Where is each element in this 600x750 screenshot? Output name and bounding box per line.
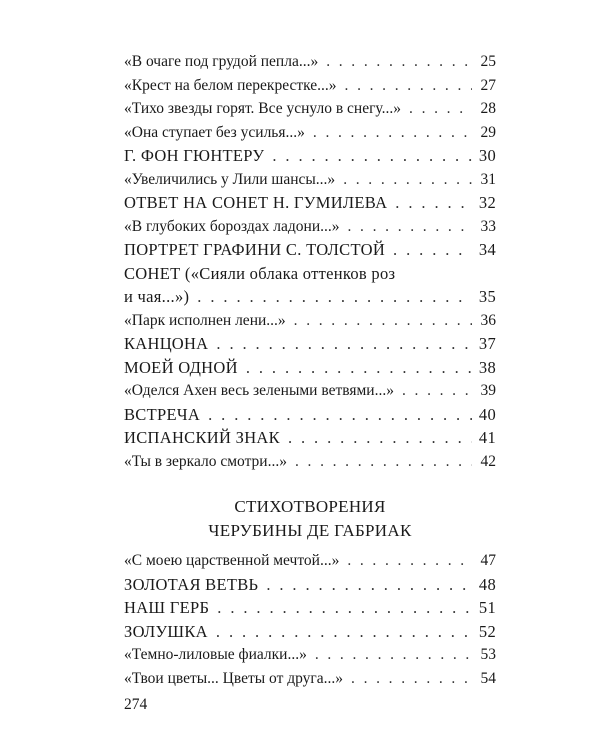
toc-entry <box>124 667 496 691</box>
toc-entry-title: ВСТРЕЧА <box>124 404 201 424</box>
page-number: 274 <box>124 696 148 713</box>
toc-entry-page: 31 <box>480 170 496 188</box>
dot-leader <box>216 620 472 644</box>
toc-entry-page: 33 <box>480 217 496 235</box>
toc-entry-page: 41 <box>478 428 496 447</box>
toc-entry-page: 28 <box>480 100 496 117</box>
toc-entry-page: 36 <box>480 311 496 329</box>
dot-leader <box>345 74 472 98</box>
toc-group-2 <box>124 309 496 474</box>
dot-leader <box>402 379 472 403</box>
toc-entry <box>124 238 496 262</box>
dot-leader <box>326 50 472 74</box>
toc-entry-title: ИСПАНСКИЙ ЗНАК <box>124 428 280 447</box>
dot-leader <box>246 356 472 380</box>
toc-entry-page: 40 <box>478 404 496 424</box>
dot-leader <box>208 403 472 427</box>
dot-leader <box>348 215 473 239</box>
dot-leader <box>409 97 472 121</box>
dot-leader <box>347 549 472 573</box>
toc-entry <box>124 168 496 192</box>
toc-entry-page: 39 <box>480 382 496 399</box>
toc-entry <box>124 643 496 667</box>
toc-entry-page: 25 <box>480 53 496 70</box>
toc-entry-title: «Тихо звезды горят. Все уснуло в снегу...» <box>124 100 402 117</box>
dot-leader <box>288 426 472 450</box>
toc-entry-title: ПОРТРЕТ ГРАФИНИ С. ТОЛСТОЙ <box>124 240 386 259</box>
toc-entry-title: «Оделся Ахен весь зелеными ветвями...» <box>124 382 394 399</box>
dot-leader <box>266 573 472 597</box>
toc-entry-title: НАШ ГЕРБ <box>124 598 210 617</box>
toc-entry-title: «Твои цветы... Цветы от друга...» <box>124 669 344 687</box>
toc-entry-title: «В очаге под грудой пепла...» <box>124 53 319 70</box>
toc-entry <box>124 620 496 644</box>
toc-entry-title: «В глубоких бороздах ладони...» <box>124 217 340 235</box>
toc-entry-title: Г. ФОН ГЮНТЕРУ <box>124 146 265 165</box>
toc-entry <box>124 573 496 597</box>
toc-entry <box>124 50 496 74</box>
toc-entry-page: 34 <box>478 240 496 259</box>
toc-entry <box>124 74 496 98</box>
dot-leader <box>393 238 472 262</box>
toc-entry-page: 37 <box>478 334 496 353</box>
toc-entry-page: 42 <box>480 452 496 470</box>
dot-leader <box>313 121 472 145</box>
toc-entry <box>124 309 496 333</box>
toc-entry-page: 27 <box>480 76 496 94</box>
toc-entry-page: 52 <box>478 621 496 641</box>
toc-entry <box>124 356 496 380</box>
toc-entry-title: «Она ступает без усилья...» <box>124 123 305 141</box>
toc-entry <box>124 549 496 573</box>
dot-leader <box>395 191 472 215</box>
toc-entry-page: 30 <box>478 146 496 165</box>
dot-leader <box>272 144 472 168</box>
toc-entry <box>124 121 496 145</box>
dot-leader <box>295 450 472 474</box>
toc-group-1 <box>124 50 496 262</box>
dot-leader <box>294 309 472 333</box>
toc-entry-title: «Парк исполнен лени...» <box>124 311 286 329</box>
toc-entry-title: «Ты в зеркало смотри...» <box>124 452 287 470</box>
section-heading-line1: СТИХОТВОРЕНИЯ <box>234 497 386 516</box>
toc-entry-page: 38 <box>478 357 496 377</box>
toc-entry <box>124 215 496 239</box>
toc-entry-title: «Крест на белом перекрестке...» <box>124 76 337 94</box>
toc-entry <box>124 596 496 620</box>
toc-entry-title: «С моею царственной мечтой...» <box>124 552 340 569</box>
toc-entry-title: ЗОЛУШКА <box>124 621 208 641</box>
toc-entry-title: «Темно-лиловые фиалки...» <box>124 646 307 663</box>
toc-entry-title-line1: СОНЕТ («Сияли облака оттенков роз <box>124 263 396 283</box>
toc-entry <box>124 97 496 121</box>
toc-entry-page: 54 <box>480 669 496 687</box>
section-heading <box>124 495 496 543</box>
dot-leader <box>197 285 472 309</box>
toc-entry-title: ЗОЛОТАЯ ВЕТВЬ <box>124 574 259 594</box>
toc-entry <box>124 450 496 474</box>
toc-entry <box>124 144 496 168</box>
toc-entry-title: ОТВЕТ НА СОНЕТ Н. ГУМИЛЕВА <box>124 193 388 212</box>
dot-leader <box>217 596 472 620</box>
toc-entry-page: 35 <box>478 287 496 306</box>
toc-entry <box>124 332 496 356</box>
table-of-contents <box>124 50 496 690</box>
toc-entry-title: МОЕЙ ОДНОЙ <box>124 357 238 377</box>
toc-entry-sonnet <box>124 262 496 309</box>
toc-entry-title: КАНЦОНА <box>124 334 209 353</box>
toc-entry-page: 53 <box>480 646 496 663</box>
dot-leader <box>351 667 472 691</box>
dot-leader <box>315 643 472 667</box>
toc-entry-title-line2: и чая...») <box>124 287 190 306</box>
toc-entry-page: 32 <box>478 193 496 212</box>
toc-entry <box>124 191 496 215</box>
toc-entry <box>124 379 496 403</box>
section-heading-line2: ЧЕРУБИНЫ ДЕ ГАБРИАК <box>208 521 412 540</box>
toc-entry <box>124 426 496 450</box>
toc-entry-page: 29 <box>480 123 496 141</box>
toc-entry-page: 48 <box>478 574 496 594</box>
toc-entry <box>124 403 496 427</box>
toc-group-3 <box>124 549 496 690</box>
toc-entry-page: 51 <box>478 598 496 617</box>
dot-leader <box>216 332 472 356</box>
toc-entry-title: «Увеличились у Лили шансы...» <box>124 170 336 188</box>
toc-entry-page: 47 <box>480 552 496 569</box>
dot-leader <box>343 168 472 192</box>
